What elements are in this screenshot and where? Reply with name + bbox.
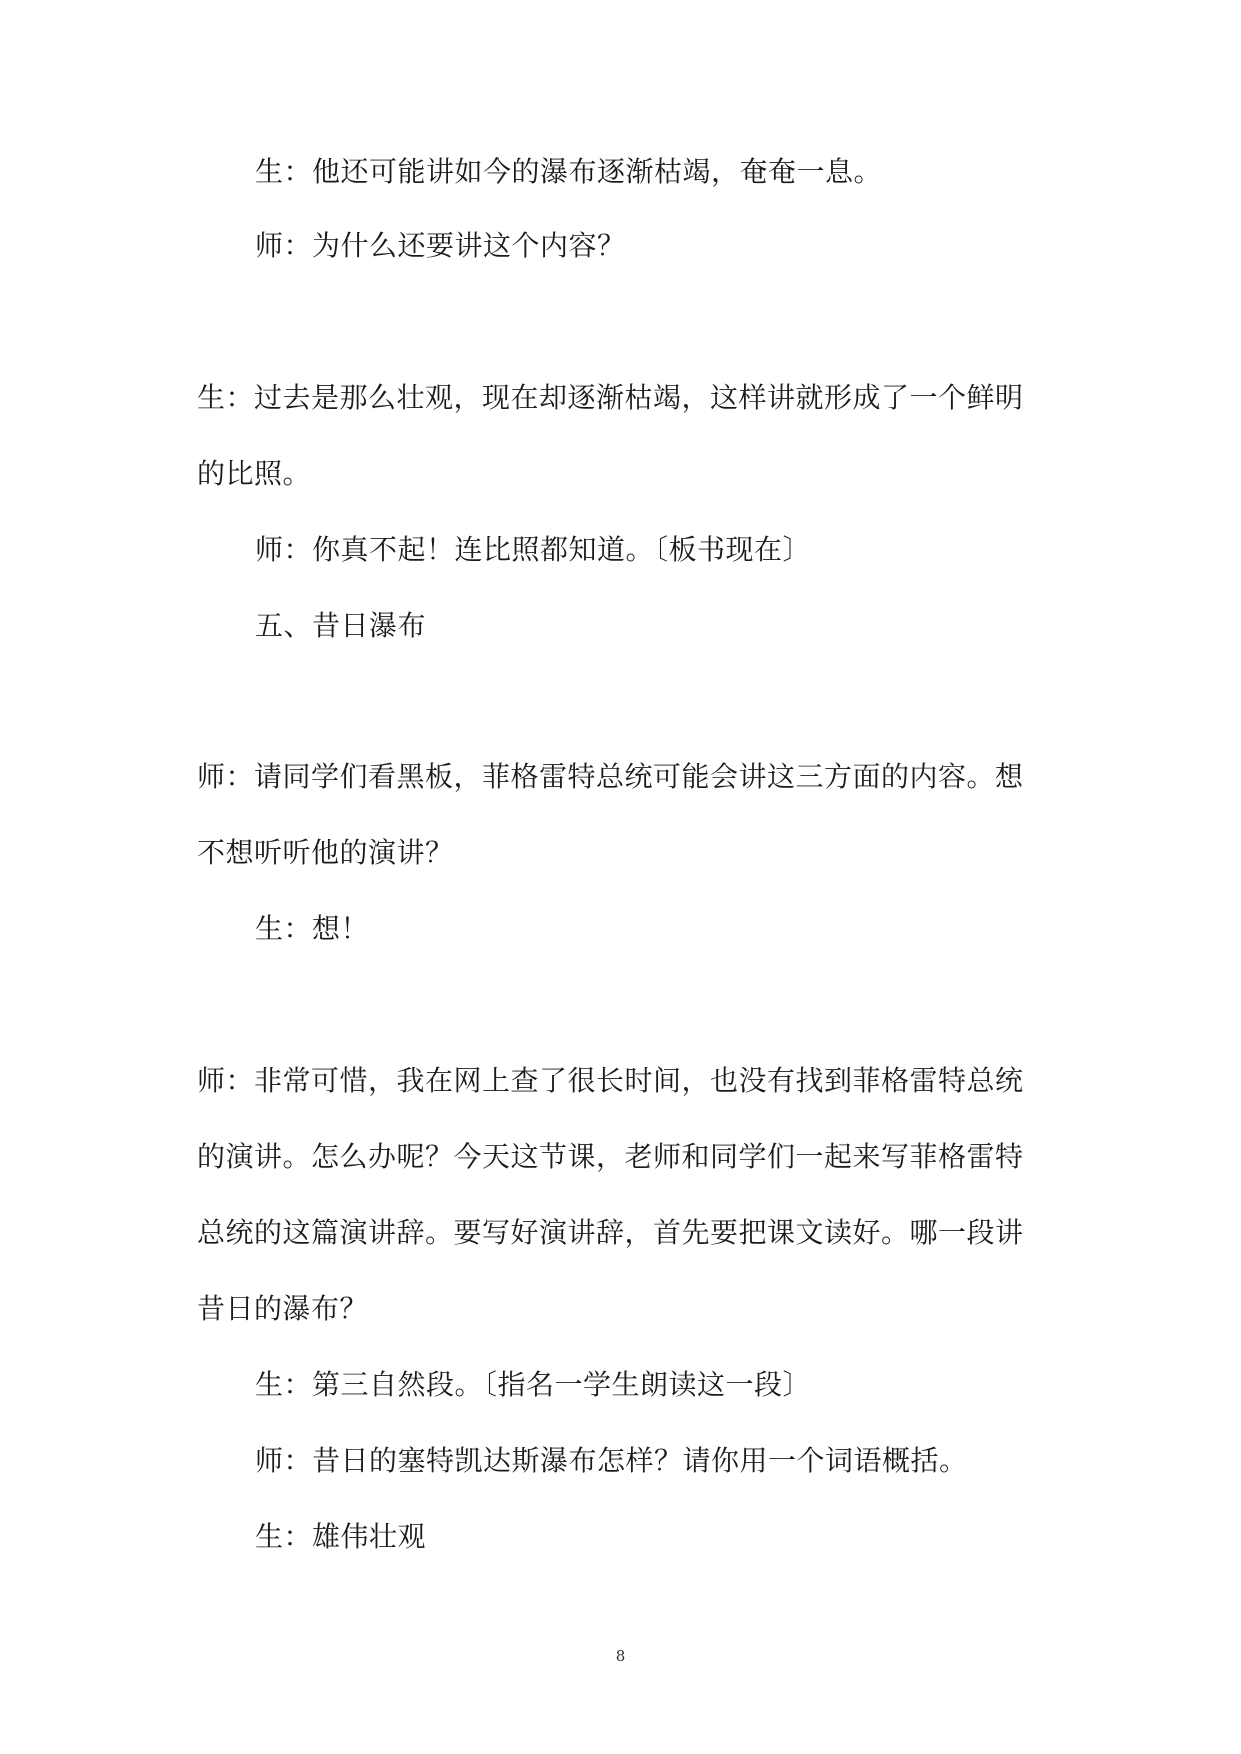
- paragraph-line: 生：想！: [255, 912, 370, 945]
- paragraph-line: 生：雄伟壮观: [255, 1520, 427, 1553]
- paragraph-line: 生：第三自然段。〔指名一学生朗读这一段〕: [255, 1368, 812, 1401]
- paragraph-line: 生：过去是那么壮观，现在却逐渐枯竭，这样讲就形成了一个鲜明: [197, 381, 1024, 414]
- paragraph-line: 师：昔日的塞特凯达斯瀑布怎样？请你用一个词语概括。: [255, 1444, 968, 1477]
- paragraph-line: 生：他还可能讲如今的瀑布逐渐枯竭，奄奄一息。: [255, 155, 883, 188]
- paragraph-line: 昔日的瀑布？: [197, 1292, 369, 1325]
- paragraph-line: 师：非常可惜，我在网上查了很长时间，也没有找到菲格雷特总统: [197, 1064, 1024, 1097]
- paragraph-line: 不想听听他的演讲？: [197, 836, 454, 869]
- paragraph-line: 总统的这篇演讲辞。要写好演讲辞，首先要把课文读好。哪一段讲: [197, 1216, 1024, 1249]
- page-number: 8: [615, 1647, 626, 1665]
- section-heading: 五、昔日瀑布: [255, 609, 427, 642]
- paragraph-line: 师：请同学们看黑板，菲格雷特总统可能会讲这三方面的内容。想: [197, 760, 1024, 793]
- paragraph-line: 师：你真不起！连比照都知道。〔板书现在〕: [255, 533, 812, 566]
- paragraph-line: 的演讲。怎么办呢？今天这节课，老师和同学们一起来写菲格雷特: [197, 1140, 1024, 1173]
- paragraph-line: 师：为什么还要讲这个内容？: [255, 229, 626, 262]
- paragraph-line: 的比照。: [197, 457, 312, 490]
